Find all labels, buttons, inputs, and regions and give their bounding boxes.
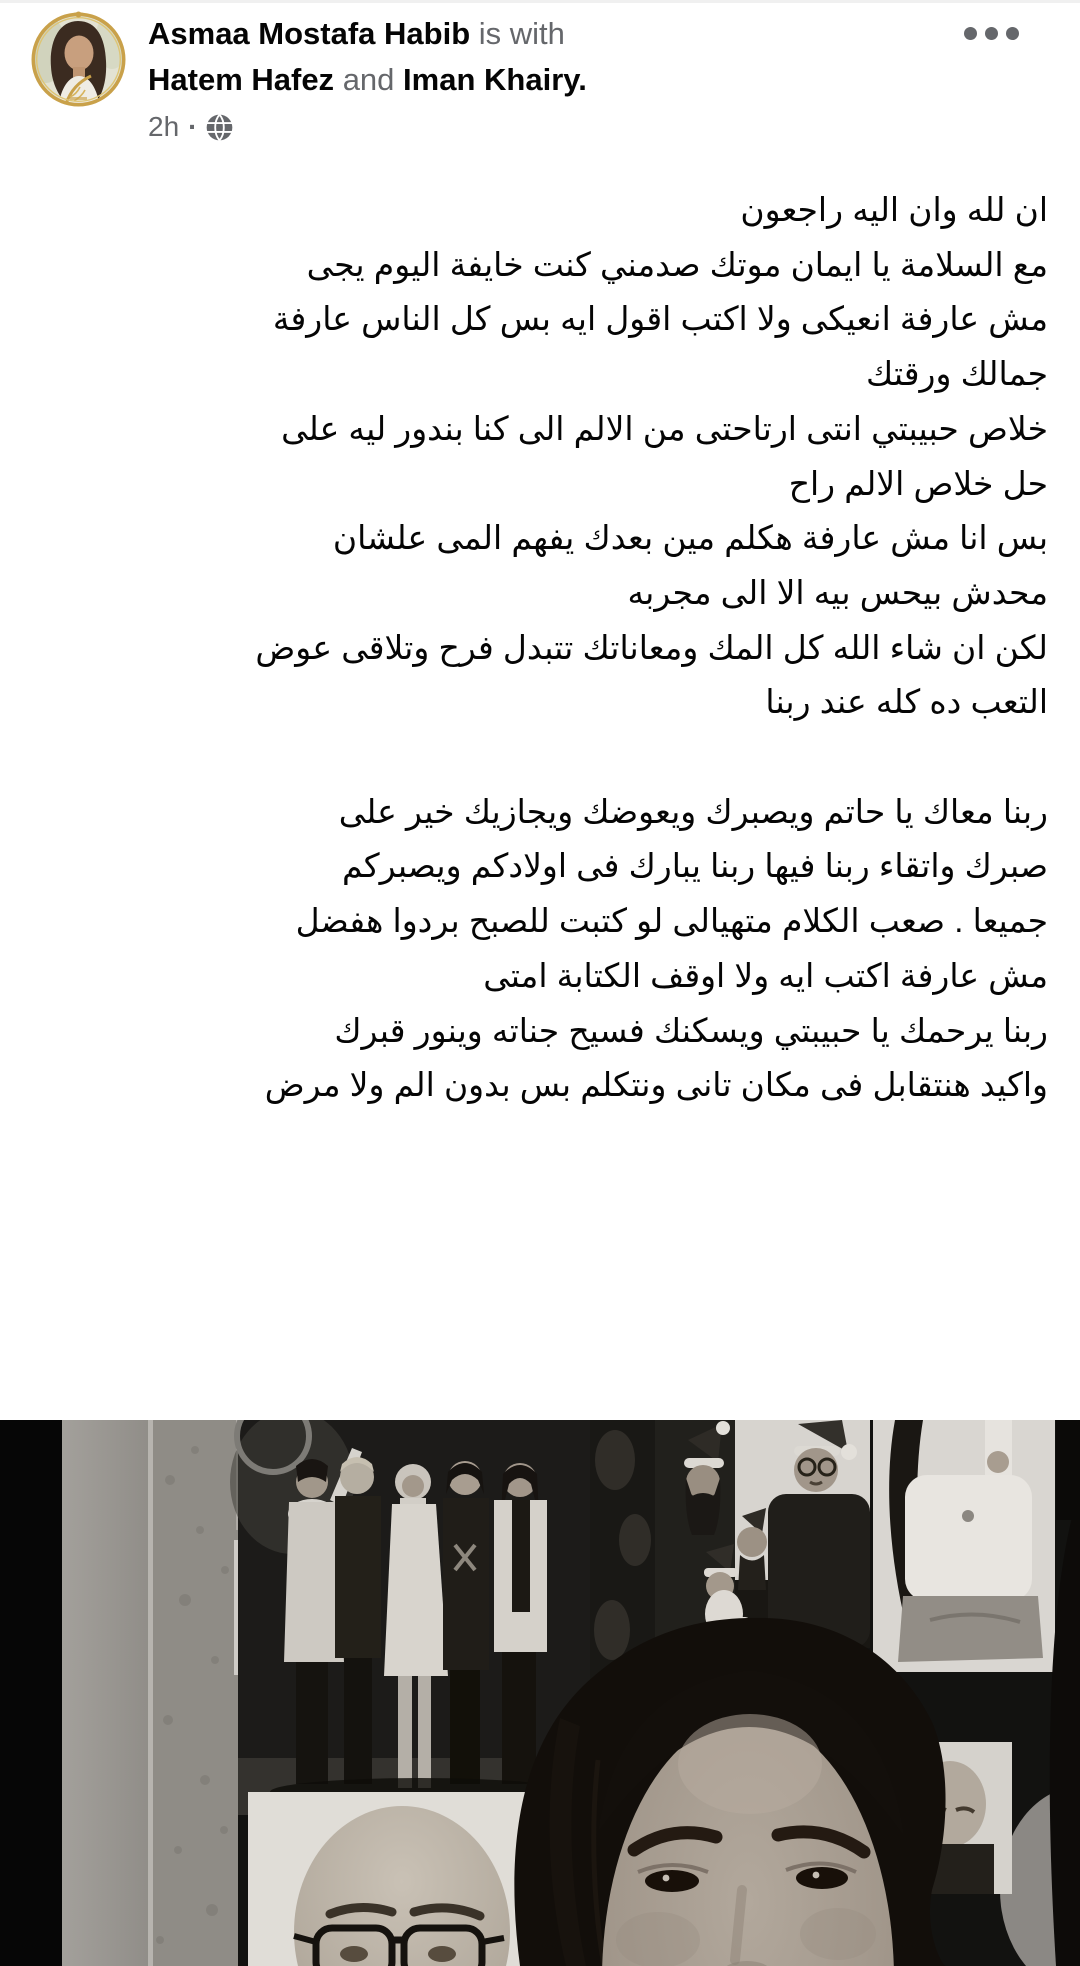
post-header [148, 11, 848, 143]
text-line-blank [20, 730, 1048, 785]
ellipsis-icon [985, 27, 998, 40]
collage-sitting-photo [873, 1420, 1055, 1672]
ellipsis-icon [964, 27, 977, 40]
globe-icon [206, 114, 233, 141]
timestamp[interactable]: 2h [148, 111, 180, 142]
post-options-button[interactable] [958, 21, 1025, 46]
text-line: واكيد هنتقابل فى مكان تانى ونتكلم بس بدون الم ولا مرض [264, 1066, 1048, 1104]
text-line: صبرك واتقاء ربنا فيها ربنا يبارك فى اولادكم ويصبركم [341, 847, 1048, 885]
bw-photo-collage [0, 1420, 1080, 1966]
text-line: التعب ده كله عند ربنا [765, 683, 1048, 721]
tagged-person-1[interactable]: Hatem Hafez [148, 62, 335, 97]
text-line: بس انا مش عارفة هكلم مين بعدك يفهم المى علشان [332, 519, 1048, 557]
ellipsis-icon [1006, 27, 1019, 40]
connector-text: is with [478, 16, 565, 51]
post-body-text [20, 183, 1048, 1113]
collage-santa-photo [655, 1420, 870, 1648]
text-line: حل خلاص الالم راح [788, 464, 1048, 502]
text-line: محدش بيحس بيه الا الى مجربه [627, 573, 1048, 611]
text-line: ربنا يرحمك يا حبيبتي ويسكنك فسيح جناته وينور قبرك [334, 1011, 1048, 1049]
text-line: جميعا . صعب الكلام متهيالى لو كتبت للصبح بردوا هفضل [295, 902, 1048, 940]
header-line-2 [148, 57, 848, 103]
avatar-photo [30, 11, 127, 108]
text-line: لكن ان شاء الله كل المك ومعاناتك تتبدل فرح وتلاقى عوض [255, 628, 1048, 666]
text-line: ربنا معاك يا حاتم ويصبرك ويعوضك ويجازيك خير على [338, 792, 1048, 830]
meta-separator: · [188, 111, 198, 142]
header-line-1 [148, 11, 848, 57]
tagged-person-2[interactable]: Iman Khairy [403, 62, 579, 97]
avatar[interactable] [30, 11, 127, 108]
text-line: مش عارفة اكتب ايه ولا اوقف الكتابة امتى [483, 956, 1048, 994]
text-line: جمالك ورقتك [866, 355, 1048, 393]
post-photo[interactable] [0, 1420, 1080, 1966]
connector-text-2: and [342, 62, 395, 97]
period: . [578, 62, 587, 97]
author-name[interactable]: Asmaa Mostafa Habib [148, 16, 471, 51]
text-line: مع السلامة يا ايمان موتك صدمني كنت خايفة اليوم يجى [306, 245, 1048, 283]
text-line: مش عارفة انعيكى ولا اكتب اقول ايه بس كل الناس عارفة [272, 300, 1048, 338]
post-meta [148, 111, 848, 143]
text-line: ان لله وان اليه راجعون [740, 191, 1048, 228]
text-line: خلاص حبيبتي انتى ارتاحتى من الالم الى كنا بندور ليه على [281, 409, 1048, 447]
collage-group-photo [230, 1420, 590, 1815]
